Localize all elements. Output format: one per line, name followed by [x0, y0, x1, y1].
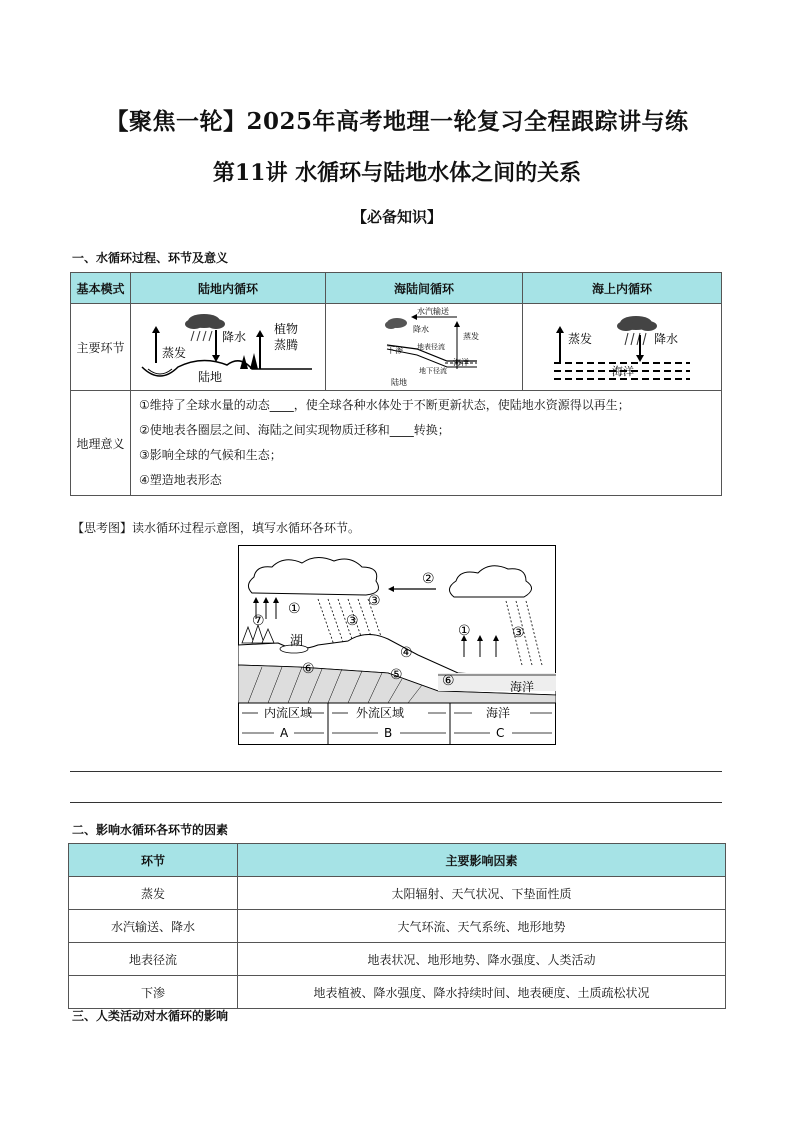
- section3-heading: 三、人类活动对水循环的影响: [72, 1009, 229, 1023]
- sealand-cycle-figure: [326, 304, 523, 391]
- section-tag: 【必备知识】: [351, 208, 442, 226]
- table-row: [69, 910, 726, 943]
- factor-cell: 地表植被、降水强度、降水持续时间、地表硬度、土质疏松状况: [238, 976, 726, 1009]
- sl-label-surface: 地表径流: [417, 343, 445, 351]
- land-label-transp: 蒸腾: [274, 338, 299, 352]
- row-main-label: 主要环节: [71, 304, 131, 391]
- sea-water: [438, 673, 556, 691]
- cloud-icon: [617, 316, 657, 331]
- stage-cell: 水汽输送、降水: [69, 910, 238, 943]
- land-label-plant: 植物: [274, 322, 299, 336]
- marker-3-lower: ③: [346, 613, 359, 629]
- think-prompt: 【思考图】读水循环过程示意图，填写水循环各环节。: [72, 521, 361, 535]
- zone-inland: 内流区域: [264, 706, 313, 720]
- marker-1-left: ①: [288, 601, 301, 617]
- land-label-precip: 降水: [222, 330, 247, 344]
- col-sea: 海上内循环: [523, 273, 722, 304]
- meaning-cell: [131, 391, 722, 496]
- col-land: 陆地内循环: [131, 273, 326, 304]
- table-row: [69, 877, 726, 910]
- row-meaning-label: 地理意义: [71, 391, 131, 496]
- marker-7: ⑦: [252, 613, 265, 629]
- section1-heading: 一、水循环过程、环节及意义: [72, 251, 229, 265]
- doc-title: 【聚焦一轮】2025年高考地理一轮复习全程跟踪讲与练: [105, 108, 689, 135]
- factor-cell: 地表状况、地形地势、降水强度、人类活动: [238, 943, 726, 976]
- sea-label: 海洋: [510, 680, 535, 694]
- sl-label-sea: 海洋: [453, 358, 469, 367]
- ground-line: [142, 360, 312, 376]
- meaning-1: ①维持了全球水量的动态____，使全球各种水体处于不断更新状态，使陆地水资源得以再生；: [139, 398, 630, 412]
- factors-table: [68, 843, 726, 1009]
- meaning-4: ④塑造地表形态: [139, 473, 222, 487]
- table-row: [69, 943, 726, 976]
- sealand-cycle-illustration: [327, 305, 521, 389]
- factor-cell: 太阳辐射、天气状况、下垫面性质: [238, 877, 726, 910]
- answer-line-1[interactable]: [70, 771, 722, 772]
- sea-label-sea: 海洋: [612, 365, 634, 378]
- col-stage: 环节: [69, 844, 238, 877]
- zone-ocean: 海洋: [486, 706, 511, 720]
- meaning-3: ③影响全球的气候和生态；: [139, 448, 282, 462]
- marker-6-left: ⑥: [302, 661, 315, 677]
- marker-6-right: ⑥: [442, 673, 455, 689]
- sl-label-precip: 降水: [413, 325, 429, 334]
- meaning-2: ②使地表各圈层之间、海陆之间实现物质迁移和____转换；: [139, 423, 450, 437]
- zone-letter-a: A: [280, 726, 289, 740]
- land-cycle-illustration: [132, 305, 324, 389]
- sl-label-vapor: 水汽输送: [417, 307, 449, 316]
- stage-cell: 下渗: [69, 976, 238, 1009]
- sea-cycle-figure: [523, 304, 722, 391]
- lake-label: 湖: [290, 634, 304, 649]
- cycle-table: [70, 272, 722, 496]
- marker-2: ②: [422, 571, 435, 587]
- land-label-land: 陆地: [198, 370, 223, 384]
- water-cycle-diagram: [238, 545, 556, 745]
- zone-letter-b: B: [384, 726, 393, 740]
- marker-4: ④: [400, 645, 413, 661]
- rain-icon: [625, 333, 646, 345]
- stage-cell: 地表径流: [69, 943, 238, 976]
- cloud-icon: [385, 318, 407, 329]
- land-cycle-figure: [131, 304, 326, 391]
- answer-line-2[interactable]: [70, 802, 722, 803]
- zone-letter-c: C: [496, 726, 505, 740]
- sl-label-evap: 蒸发: [463, 332, 479, 341]
- col-factors: 主要影响因素: [238, 844, 726, 877]
- marker-5: ⑤: [390, 667, 403, 683]
- col-mode: 基本模式: [71, 273, 131, 304]
- factor-cell: 大气环流、天气系统、地形地势: [238, 910, 726, 943]
- marker-3-upper: ③: [368, 593, 381, 609]
- sea-label-evap: 蒸发: [568, 332, 593, 346]
- sl-label-land: 陆地: [391, 378, 407, 387]
- col-sealand: 海陆间循环: [326, 273, 523, 304]
- land-label-evap: 蒸发: [162, 346, 187, 360]
- sea-cycle-illustration: [524, 305, 720, 389]
- marker-1-right: ①: [458, 623, 471, 639]
- zone-outflow: 外流区域: [356, 706, 405, 720]
- table-row: [69, 976, 726, 1009]
- lecture-title: 第11讲 水循环与陆地水体之间的关系: [212, 160, 582, 186]
- cloud-icon: [185, 314, 225, 329]
- rain-icon: [191, 331, 212, 341]
- sl-label-ground: 地下径流: [419, 367, 447, 375]
- sea-label-precip: 降水: [654, 332, 679, 346]
- marker-3-right: ③: [512, 625, 525, 641]
- section2-heading: 二、影响水循环各环节的因素: [72, 823, 229, 837]
- sl-label-infil: 下渗: [387, 346, 403, 355]
- stage-cell: 蒸发: [69, 877, 238, 910]
